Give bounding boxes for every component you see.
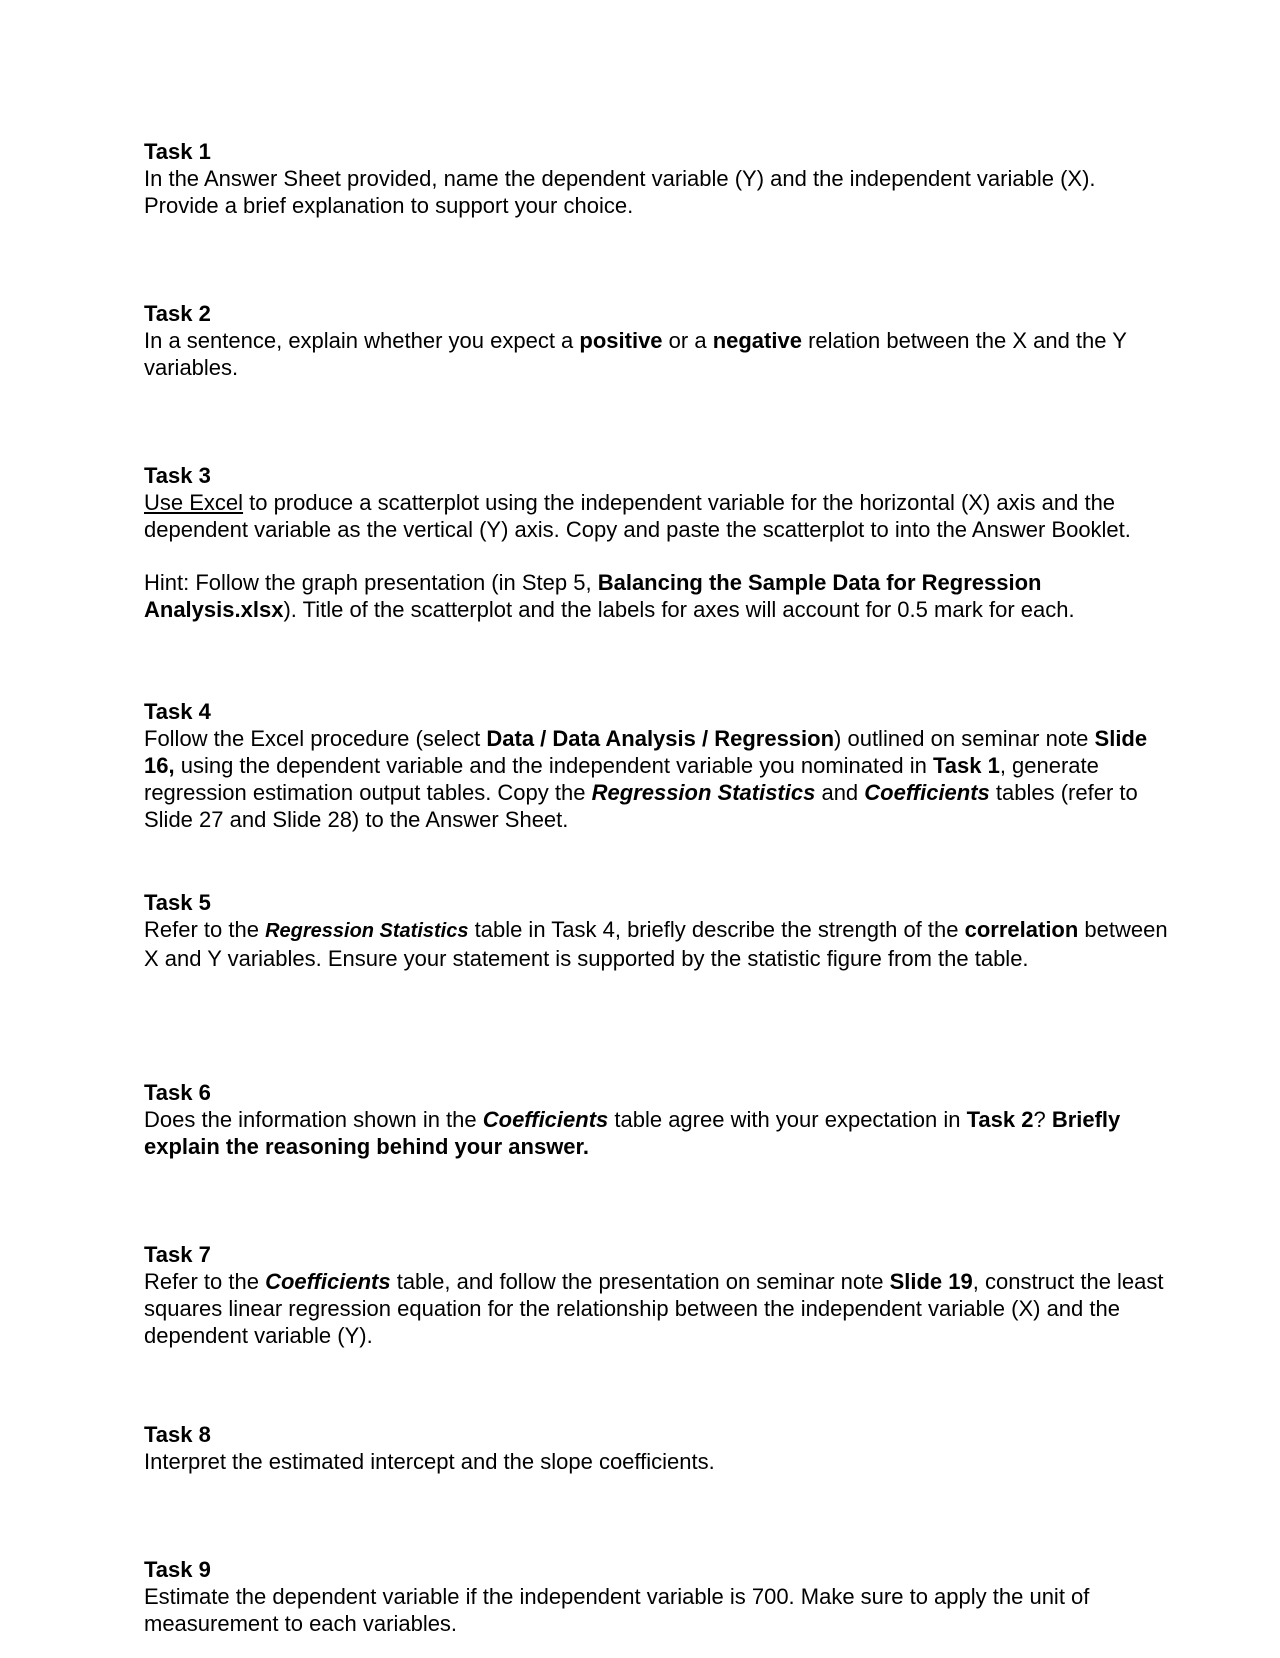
task-2-text: or a [662,328,713,353]
task-3-title: Task 3 [144,463,211,488]
task-3-body [144,489,1174,543]
task-7-body [144,1268,1174,1349]
task-7-text: table, and follow the presentation on seminar note [390,1269,890,1294]
task-5-text: between X and Y variables. Ensure your statement is supported by the statistic figure from the table. [144,917,1168,971]
task-2-positive: positive [579,328,663,353]
task-1-body: In the Answer Sheet provided, name the dependent variable (Y) and the independent variable (X). Provide a brief explanation to support your choice. [144,166,1096,218]
task-5-title: Task 5 [144,890,211,915]
task-4-title: Task 4 [144,699,211,724]
task-7 [144,1241,1174,1349]
task-2-negative: negative [712,328,802,353]
task-9-title: Task 9 [144,1557,211,1582]
task-5-text: table in Task 4, briefly describe the strength of the [468,917,965,942]
task-2-text: relation between the X and the Y variables. [144,328,1127,380]
task-1-title: Task 1 [144,139,211,164]
task-3-hint-text: ). Title of the scatterplot and the labels for axes will account for 0.5 mark for each. [283,597,1075,622]
task-9 [144,1556,1174,1637]
task-6-coefficients: Coefficients [482,1107,609,1132]
task-4-text: ) outlined on seminar note [834,726,1095,751]
task-8-body: Interpret the estimated intercept and the slope coefficients. [144,1449,715,1474]
task-6-task-ref: Task 2 [966,1107,1034,1132]
task-5 [144,889,1174,972]
task-8 [144,1421,1174,1475]
task-4-regression-statistics: Regression Statistics [591,780,816,805]
task-6-instruction: Briefly explain the reasoning behind your answer. [144,1107,1121,1159]
task-4-menu-path: Data / Data Analysis / Regression [486,726,835,751]
task-5-regression-statistics: Regression Statistics [265,920,469,942]
task-2-text: In a sentence, explain whether you expect a [144,328,580,353]
task-5-body [144,916,1174,972]
task-4 [144,698,1174,833]
task-3-hint-text: Hint: Follow the graph presentation (in Step 5, [144,570,598,595]
task-5-correlation: correlation [964,917,1079,942]
task-2-body [144,327,1174,381]
task-2-title: Task 2 [144,301,211,326]
task-7-title: Task 7 [144,1242,211,1267]
task-4-task-ref: Task 1 [932,753,1000,778]
task-4-text: Follow the Excel procedure (select [144,726,487,751]
task-4-text: , generate regression estimation output tables. Copy the [144,753,1099,805]
task-4-text: tables (refer to Slide 27 and Slide 28) to the Answer Sheet. [144,780,1138,832]
task-3 [144,462,1174,623]
use-excel-link[interactable]: Use Excel [144,490,244,515]
task-6-body [144,1106,1174,1160]
task-6-text: ? [1033,1107,1052,1132]
task-4-coefficients: Coefficients [864,780,990,805]
task-4-text: using the dependent variable and the independent variable you nominated in [174,753,933,778]
task-3-text: to produce a scatterplot using the independent variable for the horizontal (X) axis and the dependent variable as the vertical (Y) axis. Copy and paste the scatterplot to into the Answer Booklet. [144,490,1131,542]
task-8-title: Task 8 [144,1422,211,1447]
task-7-slide-ref: Slide 19 [889,1269,973,1294]
task-9-body: Estimate the dependent variable if the independent variable is 700. Make sure to apply the unit of measurement to each variables. [144,1584,1090,1636]
task-4-slide-ref: Slide 16, [144,726,1148,778]
task-7-text: , construct the least squares linear regression equation for the relationship between the independent variable (X) and the dependent variable (Y). [144,1269,1164,1348]
task-4-text: and [815,780,865,805]
task-7-coefficients: Coefficients [265,1269,391,1294]
task-3-hint-filename: Balancing the Sample Data for Regression Analysis.xlsx [144,570,1042,622]
task-2 [144,300,1174,381]
task-5-text: Refer to the [144,917,266,942]
task-3-hint [144,569,1174,623]
task-1 [144,138,1174,219]
task-4-body [144,725,1174,833]
task-6 [144,1079,1174,1160]
task-6-text: table agree with your expectation in [608,1107,967,1132]
task-7-text: Refer to the [144,1269,266,1294]
task-6-text: Does the information shown in the [144,1107,483,1132]
task-6-title: Task 6 [144,1080,211,1105]
